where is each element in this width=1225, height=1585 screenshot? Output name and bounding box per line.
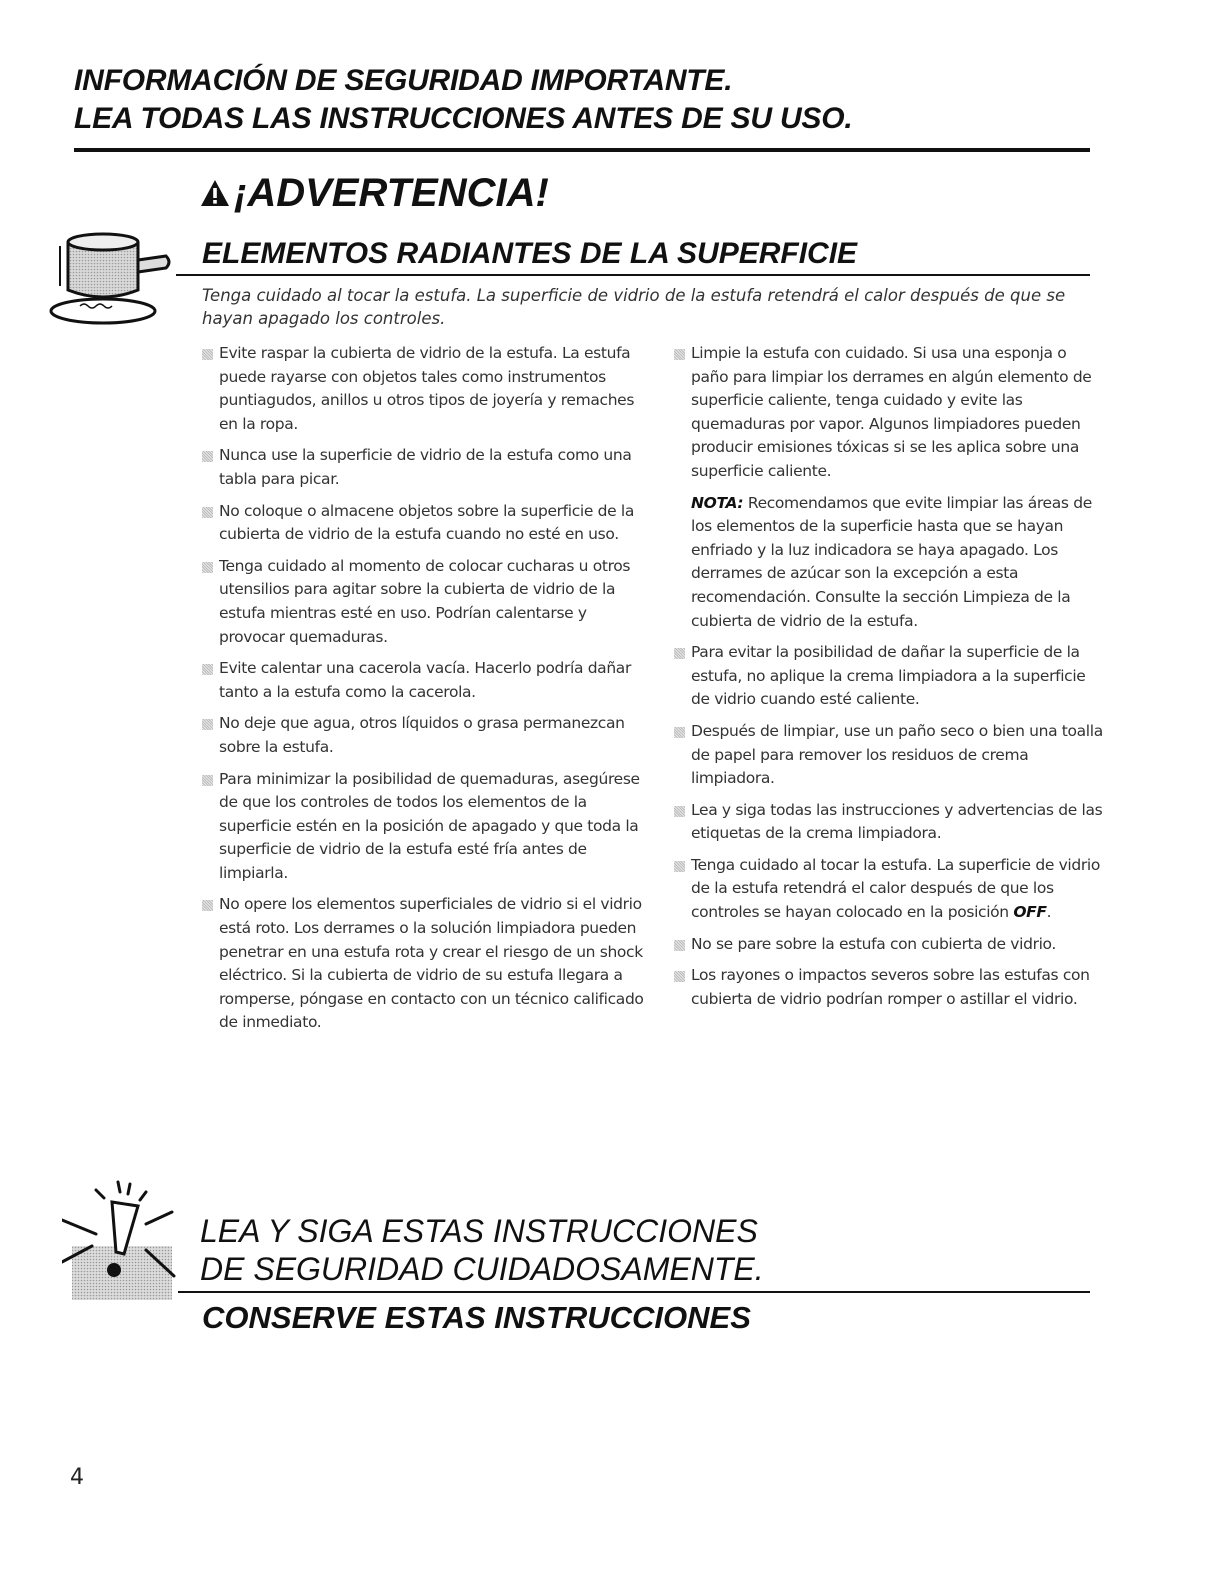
list-item: No se pare sobre la estufa con cubierta de vidrio. <box>674 933 1104 957</box>
bullet-square-icon <box>674 971 685 982</box>
follow-line-1: LEA Y SIGA ESTAS INSTRUCCIONES <box>200 1213 758 1249</box>
off-label: OFF <box>1013 903 1047 922</box>
bullet-square-icon <box>674 727 685 738</box>
note-paragraph <box>674 492 1104 634</box>
follow-line-2: DE SEGURIDAD CUIDADOSAMENTE. <box>200 1251 764 1287</box>
exclamation-alert-icon <box>62 1180 182 1300</box>
bullet-square-icon <box>674 940 685 951</box>
list-item: No opere los elementos superficiales de vidrio si el vidrio está roto. Los derrames o la solución limpiadora pueden penetrar en una estufa rota y crear el riesgo de un shock eléctrico. Si la cubierta de vidrio de su estufa llegara a romperse, póngase en contacto con un técnico calificado de inmediato. <box>202 893 652 1035</box>
page-number: 4 <box>70 1465 84 1490</box>
list-item: No deje que agua, otros líquidos o grasa permanezcan sobre la estufa. <box>202 712 652 759</box>
follow-instructions <box>200 1212 764 1288</box>
conserve-instructions: CONSERVE ESTAS INSTRUCCIONES <box>202 1300 751 1335</box>
bullet-square-icon <box>202 349 213 360</box>
header-line-2: LEA TODAS LAS INSTRUCCIONES ANTES DE SU USO. <box>74 102 853 135</box>
bullet-square-icon <box>202 719 213 730</box>
note-label: NOTA: <box>691 493 744 512</box>
bullet-square-icon <box>202 562 213 573</box>
bullet-square-icon <box>674 349 685 360</box>
list-item: Para evitar la posibilidad de dañar la superficie de la estufa, no aplique la crema limpiadora a la superficie de vidrio cuando esté caliente. <box>674 641 1104 712</box>
list-item: No coloque o almacene objetos sobre la superficie de la cubierta de vidrio de la estufa cuando no esté en uso. <box>202 500 652 547</box>
list-item: Tenga cuidado al momento de colocar cucharas u otros utensilios para agitar sobre la cubierta de vidrio de la estufa mientras esté en uso. Podrían calentarse y provocar quemaduras. <box>202 555 652 649</box>
list-item: Nunca use la superficie de vidrio de la estufa como una tabla para picar. <box>202 444 652 491</box>
bullet-square-icon <box>674 648 685 659</box>
right-column <box>674 342 1104 1019</box>
list-item: Para minimizar la posibilidad de quemaduras, asegúrese de que los controles de todos los elementos de la superficie estén en la posición de apagado y que toda la superficie de vidrio de la estufa esté fría antes de limpiarla. <box>202 768 652 886</box>
bullet-square-icon <box>202 775 213 786</box>
bullet-square-icon <box>674 861 685 872</box>
list-item: Evite raspar la cubierta de vidrio de la estufa. La estufa puede rayarse con objetos tales como instrumentos puntiagudos, anillos u otros tipos de joyería y remaches en la ropa. <box>202 342 652 436</box>
bullet-square-icon <box>202 664 213 675</box>
list-item: Limpie la estufa con cuidado. Si usa una esponja o paño para limpiar los derrames en algún elemento de superficie caliente, tenga cuidado y evite las quemaduras por vapor. Algunos limpiadores pueden producir emisiones tóxicas si se les aplica sobre una superficie caliente. <box>674 342 1104 484</box>
bullet-square-icon <box>202 507 213 518</box>
bullet-square-icon <box>202 451 213 462</box>
warning-title: ¡ADVERTENCIA! <box>234 171 549 215</box>
warning-triangle-icon <box>200 178 230 208</box>
hot-pot-icon <box>48 226 178 326</box>
left-column <box>202 342 652 1043</box>
warning-heading <box>200 170 549 216</box>
page-header <box>74 62 1090 138</box>
header-line-1: INFORMACIÓN DE SEGURIDAD IMPORTANTE. <box>74 64 733 97</box>
header-rule <box>74 148 1090 152</box>
section-rule <box>176 274 1090 276</box>
list-item: Los rayones o impactos severos sobre las estufas con cubierta de vidrio podrían romper o astillar el vidrio. <box>674 964 1104 1011</box>
bullet-square-icon <box>674 806 685 817</box>
list-item: Después de limpiar, use un paño seco o bien una toalla de papel para remover los residuos de crema limpiadora. <box>674 720 1104 791</box>
bullet-square-icon <box>202 900 213 911</box>
list-item: Tenga cuidado al tocar la estufa. La superficie de vidrio de la estufa retendrá el calor después de que los controles se hayan colocado en la posición OFF. <box>674 854 1104 925</box>
section-title: ELEMENTOS RADIANTES DE LA SUPERFICIE <box>202 237 858 270</box>
follow-rule <box>178 1291 1090 1293</box>
list-item: Lea y siga todas las instrucciones y advertencias de las etiquetas de la crema limpiadora. <box>674 799 1104 846</box>
note-text: Recomendamos que evite limpiar las áreas de los elementos de la superficie hasta que se hayan enfriado y la luz indicadora se haya apagado. Los derrames de azúcar son la excepción a esta recomendación. Consulte la sección Limpieza de la cubierta de vidrio de la estufa. <box>691 493 1092 630</box>
list-item: Evite calentar una cacerola vacía. Hacerlo podría dañar tanto a la estufa como la cacerola. <box>202 657 652 704</box>
section-intro: Tenga cuidado al tocar la estufa. La superficie de vidrio de la estufa retendrá el calor después de que se hayan apagado los controles. <box>202 286 1066 328</box>
